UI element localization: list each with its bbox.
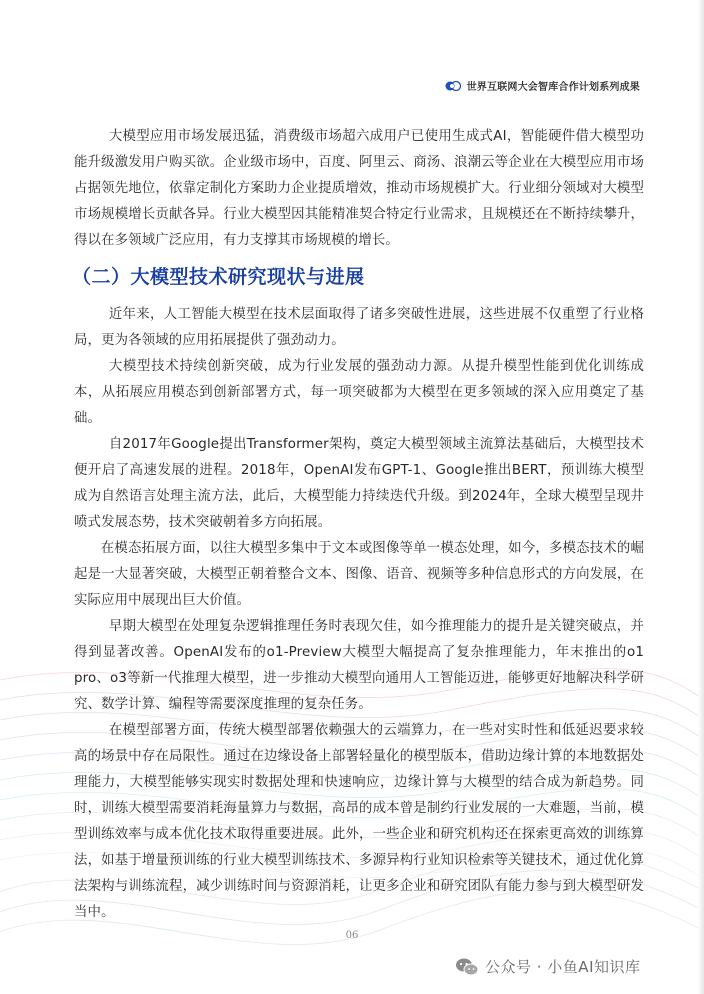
header-title: 世界互联网大会智库合作计划系列成果: [466, 82, 640, 93]
paragraph-market: 大模型应用市场发展迅猛，消费级市场超六成用户已使用生成式AI，智能硬件借大模型功能升级激发用户购买欲。企业级市场中，百度、阿里云、商汤、浪潮云等企业在大模型应用市场占据领先地位，依靠定制化方案助力企业提质增效，推动市场规模扩大。行业细分领域对大模型市场规模增长贡献各异。行业大模型因其能精准契合特定行业需求，且规模还在不断持续攀升，得以在多领域广泛应用，有力支撑其市场规模的增长。: [74, 129, 644, 248]
paragraph: 在模型部署方面，传统大模型部署依赖强大的云端算力，在一些对实时性和低延迟要求较高的场景中存在局限性。通过在边缘设备上部署轻量化的模型版本，借助边缘计算的本地数据处理能力，大模型能够实现实时数据处理和快速响应，边缘计算与大模型的结合成为新趋势。同时，训练大模型需要消耗海量算力与数据，高昂的成本曾是制约行业发展的一大难题，当前，模型训练效率与成本优化技术取得重要进展。此外，一些企业和研究机构还在探索更高效的训练算法，如基于增量预训练的行业大模型训练技术、多源异构行业知识检索等关键技术，通过优化算法架构与训练流程，减少训练时间与资源消耗，让更多企业和研究团队有能力参与到大模型研发当中。: [74, 723, 644, 920]
main-content: [72, 124, 658, 926]
paragraph: 近年来，人工智能大模型在技术层面取得了诸多突破性进展，这些进展不仅重塑了行业格局，更为各领域的应用拓展提供了强劲动力。: [74, 307, 644, 348]
wechat-icon: [455, 957, 479, 977]
paragraph: 早期大模型在处理复杂逻辑推理任务时表现欠佳，如今推理能力的提升是关键突破点，并得到显著改善。OpenAI发布的o1-Preview大模型大幅提高了复杂推理能力，年末推出的o1 pro、o3等新一代推理大模型，进一步推动大模型向通用人工智能迈进，能够更好地解决科学研究、数学计算、编程等需要深度推理的复杂任务。: [74, 619, 658, 712]
watermark: [455, 956, 641, 977]
page-edge-shadow: [698, 0, 704, 994]
page-header: [445, 78, 640, 93]
page-number: 06: [345, 930, 359, 941]
paragraph: 大模型技术持续创新突破，成为行业发展的强劲动力源。从提升模型性能到优化训练成本，从拓展应用模态到创新部署方式，每一项突破都为大模型在更多领域的深入应用奠定了基础。: [74, 359, 644, 426]
watermark-text: 公众号 · 小鱼AI知识库: [485, 958, 641, 976]
paragraph: 自2017年Google提出Transformer架构，奠定大模型领域主流算法基础后，大模型技术便开启了高速发展的进程。2018年，OpenAI发布GPT-1、Google推出BERT，预训练大模型成为自然语言处理主流方法，此后，大模型能力持续迭代升级。到2024年，全球大模型呈现井喷式发展态势，技术突破朝着多方向拓展。: [74, 437, 644, 530]
section-heading: （二）大模型技术研究现状与进展: [72, 266, 365, 288]
paragraph: 在模态拓展方面，以往大模型多集中于文本或图像等单一模态处理，如今，多模态技术的崛起是一大显著突破，大模型正朝着整合文本、图像、语音、视频等多种信息形式的方向发展，在实际应用中展现出巨大价值。: [74, 541, 644, 608]
wic-logo-icon: [445, 81, 461, 91]
